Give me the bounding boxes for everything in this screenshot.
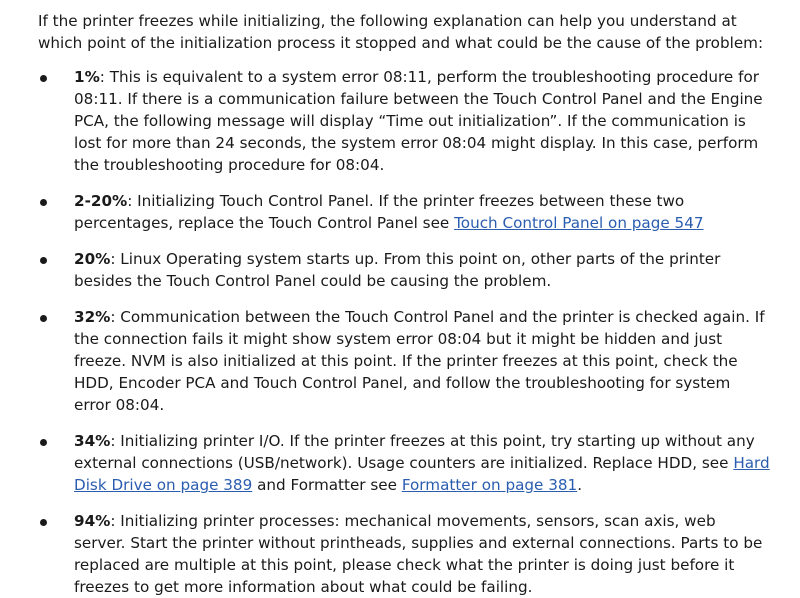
touch-control-panel-link[interactable]: Touch Control Panel on page 547 <box>454 214 704 232</box>
bullet-icon <box>40 75 47 82</box>
item-text: : Initializing printer I/O. If the printer freezes at this point, try starting up without any external connections (USB/network). Usage counters are initialized. Replace HDD, see <box>74 432 755 472</box>
intro-paragraph: If the printer freezes while initializing, the following explanation can help you understand at which point of the initialization process it stopped and what could be the cause of the problem: <box>38 12 764 52</box>
formatter-link[interactable]: Formatter on page 381 <box>401 476 578 494</box>
hard-disk-drive-link[interactable]: Hard Disk Drive on page 389 <box>74 454 770 494</box>
list-item-34-percent <box>38 430 770 496</box>
item-text: : Communication between the Touch Control Panel and the printer is checked again. If the connection fails it might show system error 08:04 but it might be hidden and just freeze. NVM is also initialized at this point. If the printer freezes at this point, check the HDD, Encoder PCA and Touch Control Panel, and follow the troubleshooting for system error 08:04. <box>74 308 765 414</box>
item-text: : Linux Operating system starts up. From this point on, other parts of the printer besides the Touch Control Panel could be causing the problem. <box>74 250 721 290</box>
item-text: : Initializing printer processes: mechanical movements, sensors, scan axis, web server. Start the printer without printheads, supplies and external connections. Parts to be replaced are multiple at this point, please check what the printer is doing just before it freezes to get more information about what could be failing. <box>74 512 763 596</box>
list-item-2-20-percent <box>38 190 770 234</box>
percent-label: 94% <box>74 512 111 530</box>
bullet-icon <box>40 315 47 322</box>
list-item-20-percent <box>38 248 770 292</box>
list-item-32-percent <box>38 306 770 416</box>
list-item-94-percent <box>38 510 770 598</box>
item-text-middle: and Formatter see <box>252 476 402 494</box>
bullet-icon <box>40 257 47 264</box>
percent-label: 32% <box>74 308 111 326</box>
percent-label: 20% <box>74 250 111 268</box>
percent-label: 34% <box>74 432 111 450</box>
bullet-icon <box>40 199 47 206</box>
bullet-icon <box>40 519 47 526</box>
percent-label: 2-20% <box>74 192 128 210</box>
item-text: : This is equivalent to a system error 08:11, perform the troubleshooting procedure for 08:11. If there is a communication failure between the Touch Control Panel and the Engine PCA, the following message will display “Time out initialization”. If the communication is lost for more than 24 seconds, the system error 08:04 might display. In this case, perform the troubleshooting procedure for 08:04. <box>74 68 763 174</box>
initialization-steps-list <box>38 66 770 598</box>
item-text: : Initializing Touch Control Panel. If the printer freezes between these two percentages, replace the Touch Control Panel see <box>74 192 685 232</box>
bullet-icon <box>40 439 47 446</box>
item-text-end: . <box>577 476 583 494</box>
list-item-1-percent <box>38 66 770 176</box>
percent-label: 1% <box>74 68 100 86</box>
